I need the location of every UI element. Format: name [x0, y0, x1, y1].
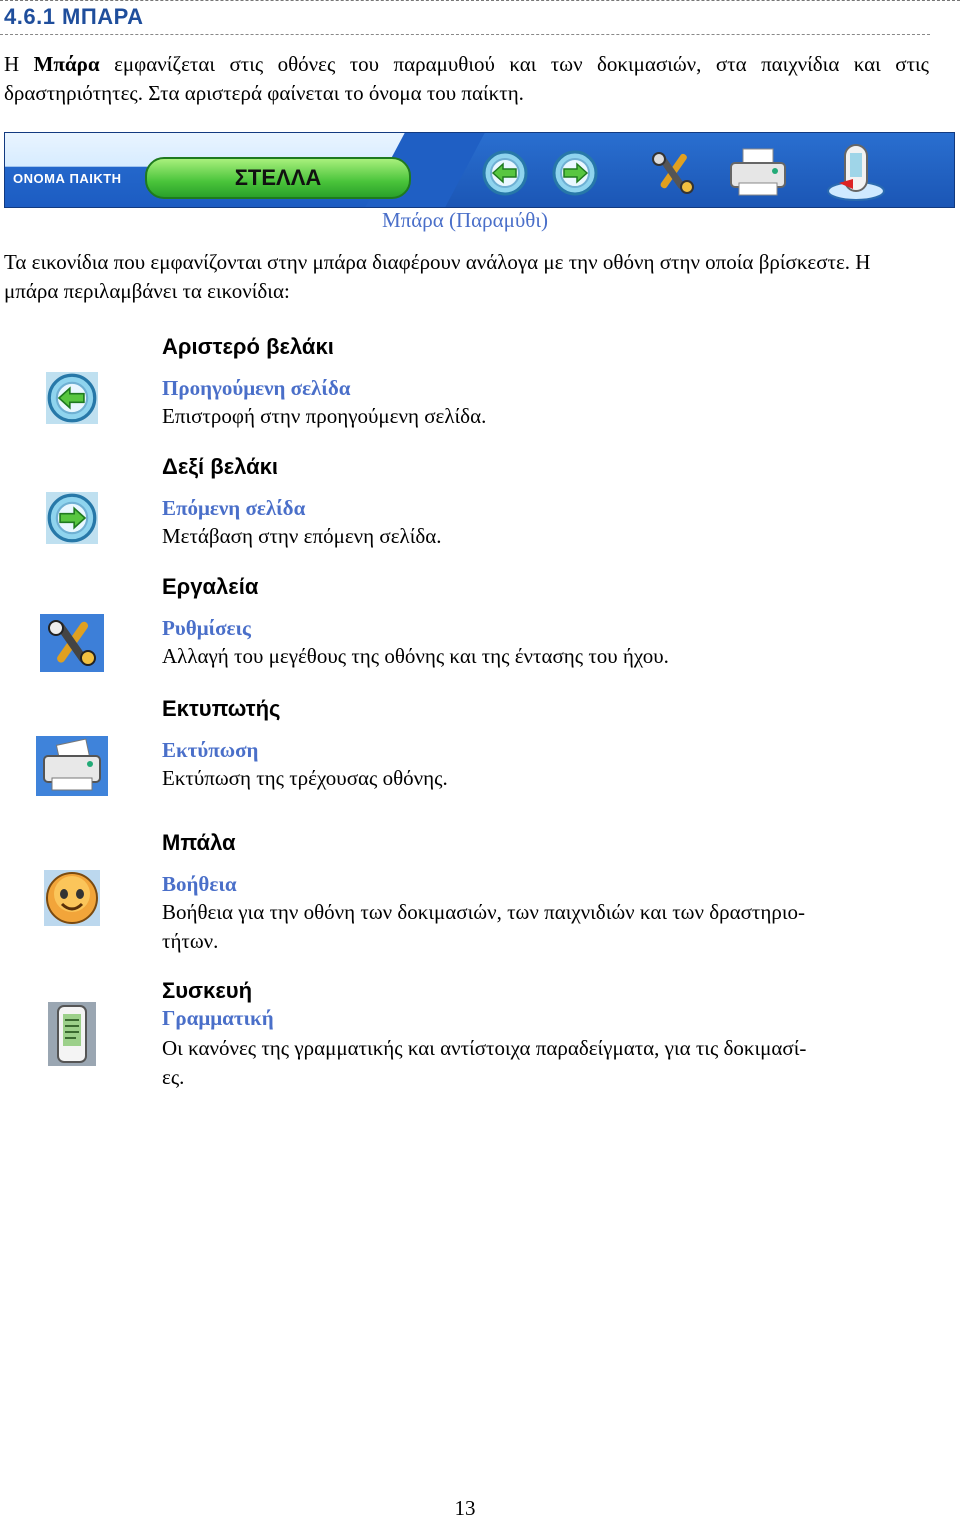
top-rule — [0, 0, 960, 1]
player-bar-screenshot — [4, 132, 955, 208]
item-description-settings: Αλλαγή του μεγέθους της οθόνης και της έντασης του ήχου. — [162, 644, 669, 668]
help-description-line2: τήτων. — [162, 929, 219, 953]
figure-caption: Μπάρα (Παραμύθι) — [381, 208, 548, 232]
item-subheading-print: Εκτύπωση — [162, 738, 259, 762]
item-heading-device: Συσκευή — [162, 978, 253, 1003]
device-icon — [48, 1002, 96, 1066]
item-subheading-grammar: Γραμματική — [162, 1006, 274, 1030]
right-arrow-icon[interactable] — [551, 149, 599, 197]
tools-icon[interactable] — [645, 145, 701, 201]
player-name: ΣΤΕΛΛΑ — [234, 165, 322, 190]
tools-icon — [40, 614, 104, 672]
page-number: 13 — [454, 1496, 476, 1520]
left-arrow-icon — [46, 372, 98, 424]
item-subheading-help: Βοήθεια — [162, 872, 237, 896]
item-heading-printer: Εκτυπωτής — [162, 696, 281, 721]
printer-icon[interactable] — [727, 145, 789, 201]
item-description-print: Εκτύπωση της τρέχουσας οθόνης. — [162, 766, 448, 790]
item-heading-right-arrow: Δεξί βελάκι — [162, 454, 279, 479]
item-subheading-next-page: Επόμενη σελίδα — [162, 496, 306, 520]
smiley-ball-icon — [44, 870, 100, 926]
left-arrow-icon[interactable] — [481, 149, 529, 197]
body-paragraph: Τα εικονίδια που εμφανίζονται στην μπάρα διαφέρουν ανάλογα με την οθόνη στην οποία βρίσκεστε. Η μπάρα περιλαμβάνει τα εικονίδια: — [4, 250, 871, 303]
grammar-description-line1: Οι κανόνες της γραμματικής και αντίστοιχα παραδείγματα, για τις δοκιμασί- — [162, 1036, 807, 1060]
item-description-help — [162, 898, 930, 956]
title-rule — [0, 34, 930, 35]
intro-paragraph — [4, 50, 929, 108]
item-description-next-page: Μετάβαση στην επόμενη σελίδα. — [162, 524, 442, 548]
intro-rest: εμφανίζεται στις οθόνες του παραμυθιού και των δοκιμασιών, στα παιχνίδια και στις δραστηριότητες. Στα αριστερά φαίνεται το όνομα του παίκτη. — [4, 52, 929, 105]
grammar-description-line2: ες. — [162, 1065, 185, 1089]
item-description-previous-page: Επιστροφή στην προηγούμενη σελίδα. — [162, 404, 487, 428]
player-name-field — [145, 157, 411, 199]
item-heading-left-arrow: Αριστερό βελάκι — [162, 334, 334, 359]
printer-icon — [36, 736, 108, 796]
item-subheading-previous-page: Προηγούμενη σελίδα — [162, 376, 351, 400]
intro-bold-term: Μπάρα — [33, 52, 100, 76]
right-arrow-icon — [46, 492, 98, 544]
item-heading-tools: Εργαλεία — [162, 574, 259, 599]
item-subheading-settings: Ρυθμίσεις — [162, 616, 251, 640]
section-title: 4.6.1 ΜΠΑΡΑ — [4, 4, 144, 29]
help-description-line1: Βοήθεια για την οθόνη των δοκιμασιών, των παιχνιδιών και των δραστηριο- — [162, 900, 805, 924]
intro-prefix: Η — [4, 52, 34, 76]
device-icon[interactable] — [823, 137, 889, 203]
item-description-grammar — [162, 1034, 930, 1092]
item-heading-ball: Μπάλα — [162, 830, 236, 855]
player-name-label: ΟΝΟΜΑ ΠΑΙΚΤΗ — [13, 171, 122, 186]
